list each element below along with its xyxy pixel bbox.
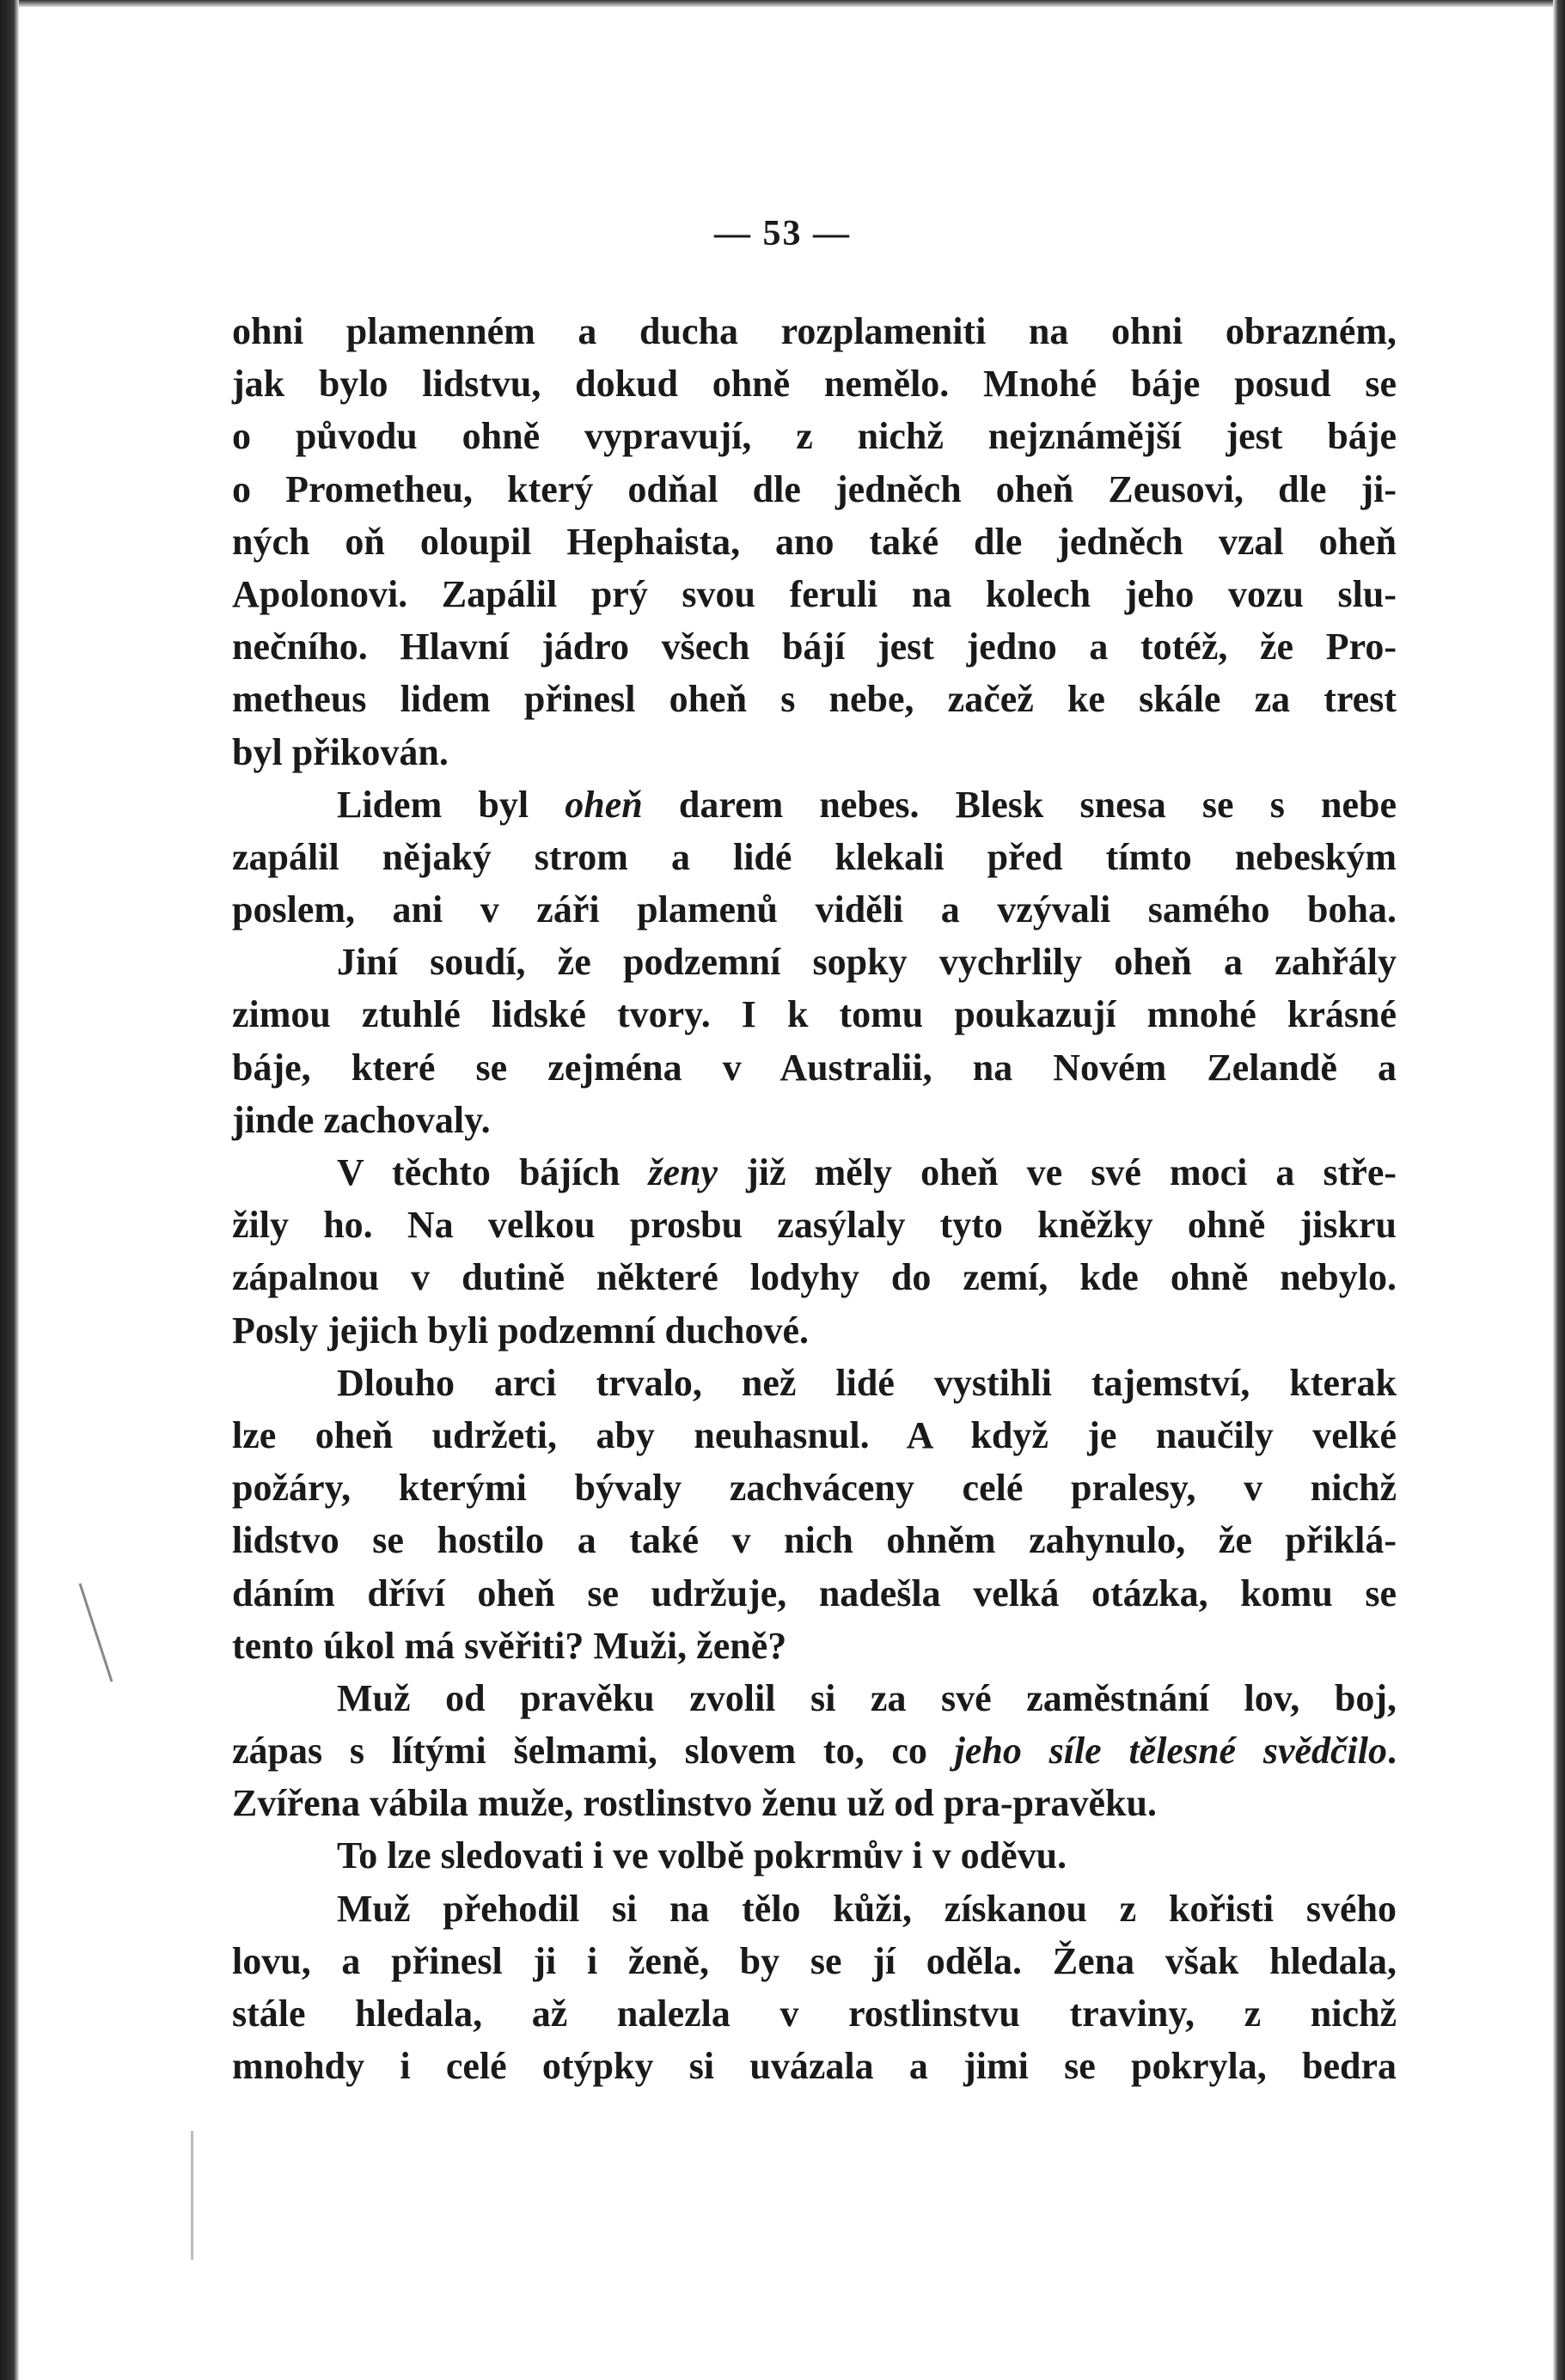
margin-pencil-mark [79,1583,113,1681]
text-line: zápalnou v dutině některé lodyhy do zemí, kde ohně nebylo. [232,1256,1397,1299]
text-line: o Prometheu, který odňal dle jedněch oheň Zeusovi, dle ji- [232,467,1397,510]
text-line: Muž přehodil si na tělo kůži, získanou z kořisti svého [337,1887,1397,1930]
text-line: Muž od pravěku zvolil si za své zaměstnání lov, boj, [337,1676,1397,1719]
text-line: ných oň oloupil Hephaista, ano také dle jedněch vzal oheň [232,520,1397,563]
text-line: Dlouho arci trvalo, než lidé vystihli tajemství, kterak [337,1361,1397,1404]
italic-word: oheň [565,783,643,826]
text-line: žily ho. Na velkou prosbu zasýlaly tyto kněžky ohně jiskru [232,1204,1397,1247]
text-line: poslem, ani v záři plamenů viděli a vzývali samého boha. [232,888,1397,931]
scan-edge-right [1553,0,1565,2380]
text-line: zimou ztuhlé lidské tvory. I k tomu poukazují mnohé krásné [232,993,1397,1036]
page-number: — 53 — [714,214,851,253]
text-line: lze oheň udržeti, aby neuhasnul. A když je naučily velké [232,1413,1397,1456]
text-line: jinde zachovaly. [232,1098,491,1141]
text-line: To lze sledovati i ve volbě pokrmův i v oděvu. [337,1834,1067,1877]
text-line: jak bylo lidstvu, dokud ohně nemělo. Mnohé báje posud se [232,363,1397,406]
text-segment: V těchto bájích [337,1151,649,1193]
text-line: požáry, kterými bývaly zachváceny celé pralesy, v nichž [232,1467,1397,1510]
text-line: zapálil nějaký strom a lidé klekali před tímto nebeským [232,835,1397,878]
text-line [232,778,1397,831]
text-line: mnohdy i celé otýpky si uvázala a jimi se pokryla, bedra [232,2045,1397,2088]
text-line: ohni plamenném a ducha rozplameniti na ohni obrazném, [232,310,1397,352]
text-line: báje, které se zejména v Australii, na Novém Zelandě a [232,1046,1397,1089]
text-line: tento úkol má svěřiti? Muži, ženě? [232,1624,787,1667]
text-line: lovu, a přinesl ji i ženě, by se jí oděla. Žena však hledala, [232,1939,1397,1982]
scan-edge-left [0,0,19,2380]
text-segment: Lidem byl [337,783,565,826]
body-text [232,305,1397,2092]
text-line: byl přikován. [232,730,449,773]
text-line: lidstvo se hostilo a také v nich ohněm zahynulo, že přiklá- [232,1519,1397,1562]
text-line: Jiní soudí, že podzemní sopky vychrlily oheň a zahřály [337,941,1397,984]
text-line: metheus lidem přinesl oheň s nebe, začež ke skále za trest [232,678,1397,721]
text-segment: darem nebes. Blesk snesa se s nebe [642,783,1397,826]
text-segment: již měly oheň ve své moci a stře- [718,1151,1397,1193]
text-line [232,1146,1397,1199]
text-line [232,1724,1397,1777]
scan-edge-top [0,0,1565,7]
text-segment: . [1387,1730,1397,1773]
text-line: nečního. Hlavní jádro všech bájí jest jedno a totéž, že Pro- [232,626,1397,668]
italic-word: ženy [648,1151,718,1193]
text-segment: zápas s lítými šelmami, slovem to, co [232,1730,955,1773]
text-line: dáním dříví oheň se udržuje, nadešla velká otázka, komu se [232,1571,1397,1614]
italic-phrase: jeho síle tělesné svědčilo [954,1730,1388,1773]
text-line: Posly jejich byli podzemní duchové. [232,1309,810,1352]
text-line: o původu ohně vypravují, z nichž nejznámější jest báje [232,415,1397,458]
text-line: Zvířena vábila muže, rostlinstvo ženu už od pra-pravěku. [232,1782,1158,1825]
text-line: Apolonovi. Zapálil prý svou feruli na kolech jeho vozu slu- [232,572,1397,615]
margin-pencil-mark-lower [191,2131,193,2260]
text-line: stále hledala, až nalezla v rostlinstvu traviny, z nichž [232,1992,1397,2035]
